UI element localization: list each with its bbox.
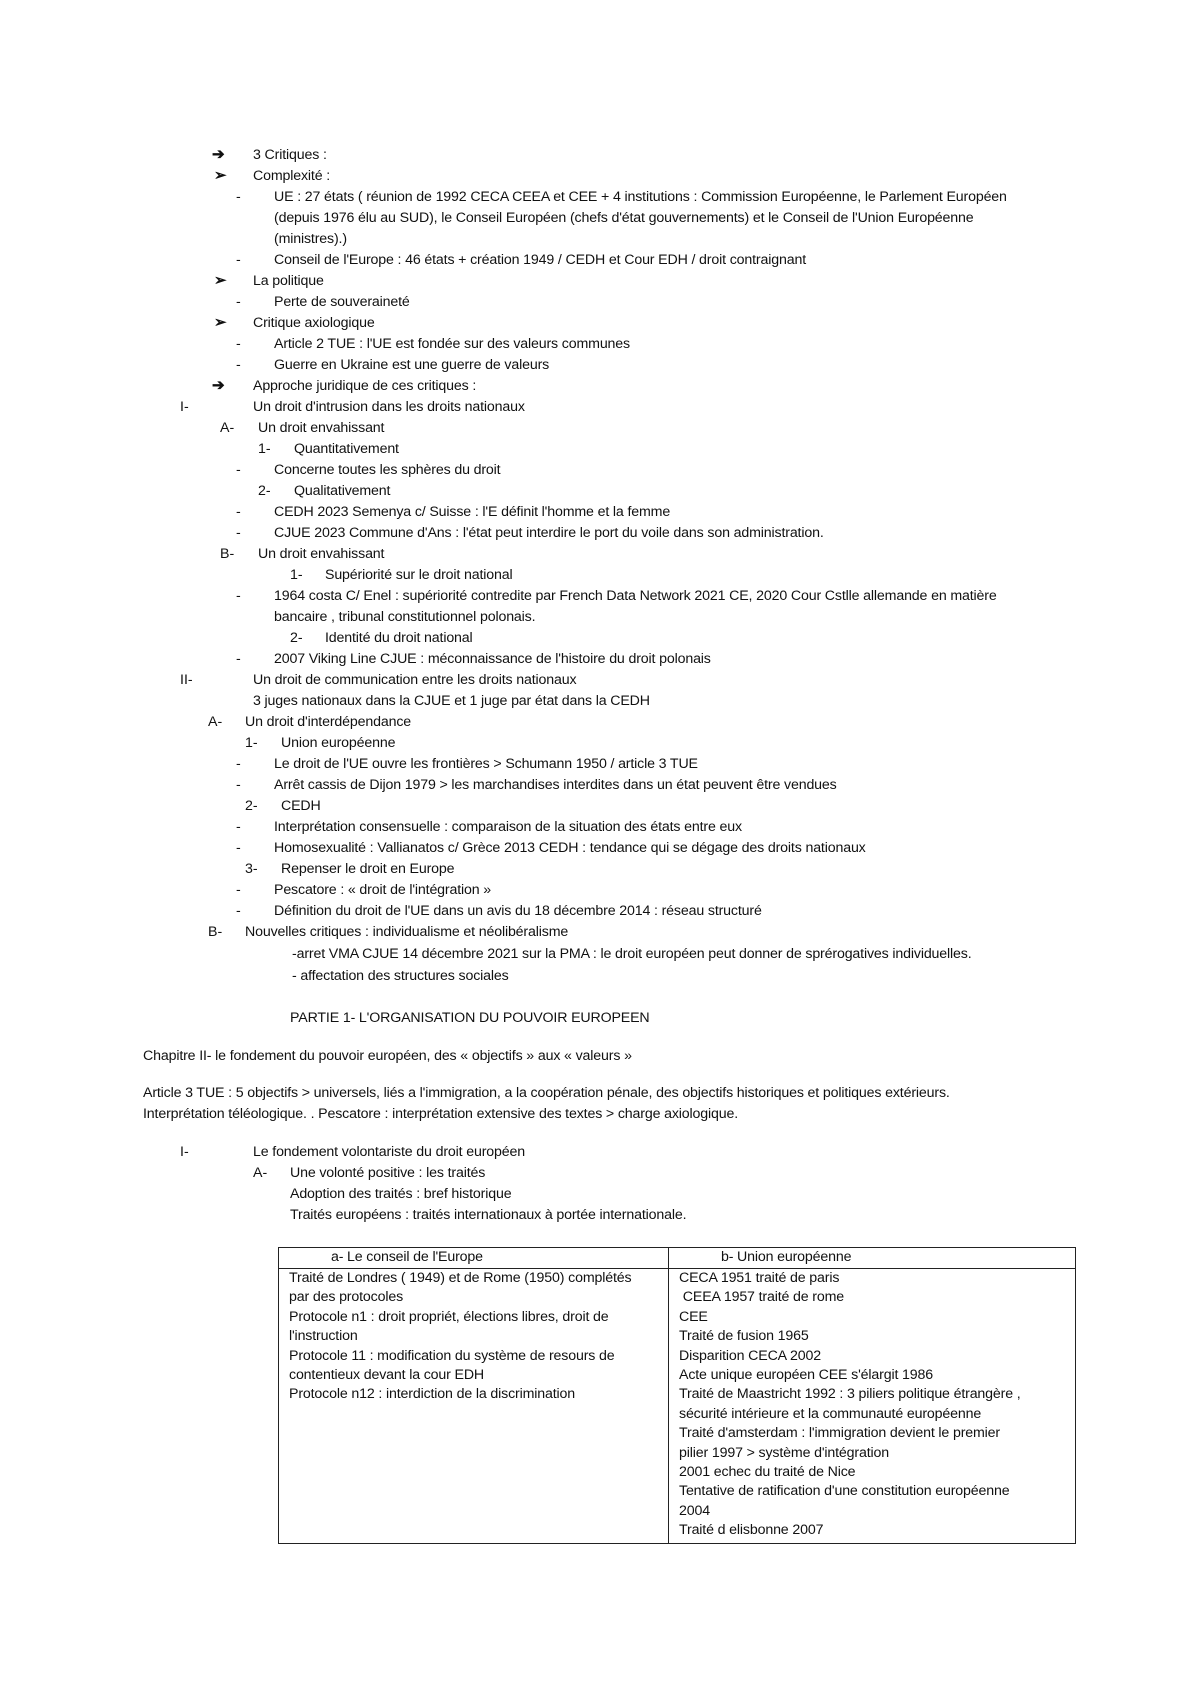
subsection-heading: Un droit d'interdépendance bbox=[245, 714, 412, 730]
triangle-bullet: ➢ bbox=[214, 167, 227, 184]
table-header-row bbox=[279, 1248, 1076, 1269]
text-line: Guerre en Ukraine est une guerre de valeurs bbox=[274, 357, 550, 373]
text-line: Définition du droit de l'UE dans un avis du 18 décembre 2014 : réseau structuré bbox=[274, 903, 762, 919]
dash-bullet: - bbox=[236, 504, 241, 520]
dash-bullet: - bbox=[236, 462, 241, 478]
dash-bullet: - bbox=[236, 756, 241, 772]
cell-line: Disparition CECA 2002 bbox=[679, 1347, 821, 1364]
heading-approche: Approche juridique de ces critiques : bbox=[253, 378, 477, 394]
subsection-marker: A- bbox=[208, 714, 223, 730]
subsection-marker: A- bbox=[220, 420, 235, 436]
item-heading: Repenser le droit en Europe bbox=[281, 861, 455, 877]
text-line: Pescatore : « droit de l'intégration » bbox=[274, 882, 492, 898]
cell-line: 2004 bbox=[679, 1502, 710, 1519]
section-marker: I- bbox=[180, 399, 189, 415]
union-cell bbox=[669, 1269, 1076, 1544]
cell-line: CECA 1951 traité de paris bbox=[679, 1270, 840, 1286]
cell-line: contentieux devant la cour EDH bbox=[289, 1367, 485, 1384]
subheading-politique: La politique bbox=[253, 273, 324, 289]
subsection-marker: A- bbox=[253, 1165, 268, 1181]
dash-bullet: - bbox=[236, 525, 241, 541]
cell-line: pilier 1997 > système d'intégration bbox=[679, 1444, 890, 1461]
column-header-union bbox=[669, 1248, 1076, 1269]
table-row bbox=[279, 1269, 1076, 1544]
item-heading: Supériorité sur le droit national bbox=[325, 567, 513, 583]
item-heading: Union européenne bbox=[281, 735, 396, 751]
text-line: -arret VMA CJUE 14 décembre 2021 sur la PMA : le droit européen peut donner de sprérogatives individuelles. bbox=[292, 946, 972, 962]
dash-bullet: - bbox=[236, 294, 241, 310]
text-line: Arrêt cassis de Dijon 1979 > les marchandises interdites dans un état peuvent être vendues bbox=[274, 777, 837, 793]
dash-bullet: - bbox=[236, 777, 241, 793]
text-line: Interprétation téléologique. . Pescatore : interprétation extensive des textes > charge axiologique. bbox=[143, 1106, 739, 1122]
text-line: 3 juges nationaux dans la CJUE et 1 juge par état dans la CEDH bbox=[253, 693, 650, 709]
item-number: 2- bbox=[245, 798, 258, 814]
item-heading: Quantitativement bbox=[294, 441, 399, 457]
text-line: Article 2 TUE : l'UE est fondée sur des valeurs communes bbox=[274, 336, 630, 352]
treaties-table bbox=[278, 1247, 1076, 1544]
text-line: (depuis 1976 élu au SUD), le Conseil Européen (chefs d'état gouvernements) et le Conseil de l'Union Européenne bbox=[274, 210, 974, 226]
subsection-marker: B- bbox=[220, 546, 235, 562]
subsection-marker: B- bbox=[208, 924, 223, 940]
cell-line: Tentative de ratification d'une constitution européenne bbox=[679, 1483, 1010, 1500]
column-marker: a- bbox=[331, 1249, 344, 1265]
text-line: Le droit de l'UE ouvre les frontières > Schumann 1950 / article 3 TUE bbox=[274, 756, 698, 772]
heading-critiques: 3 Critiques : bbox=[253, 147, 327, 163]
cell-line: par des protocoles bbox=[289, 1289, 404, 1306]
item-number: 1- bbox=[245, 735, 258, 751]
part-title: PARTIE 1- L'ORGANISATION DU POUVOIR EUROPEEN bbox=[290, 1010, 650, 1026]
subsection-heading: Un droit envahissant bbox=[258, 420, 385, 436]
dash-bullet: - bbox=[236, 651, 241, 667]
cell-line: Protocole n1 : droit propriét, élections libres, droit de bbox=[289, 1308, 609, 1325]
cell-line: CEE bbox=[679, 1308, 708, 1325]
cell-line: Traité de Londres ( 1949) et de Rome (1950) complétés bbox=[289, 1270, 632, 1286]
text-line: Traités européens : traités internationaux à portée internationale. bbox=[290, 1207, 687, 1223]
text-line: Perte de souveraineté bbox=[274, 294, 410, 310]
text-line: Adoption des traités : bref historique bbox=[290, 1186, 512, 1202]
section-heading: Un droit de communication entre les droits nationaux bbox=[253, 672, 577, 688]
council-cell bbox=[279, 1269, 669, 1544]
cell-line: Traité de Maastricht 1992 : 3 piliers politique étrangère , bbox=[679, 1386, 1021, 1403]
text-line: Concerne toutes les sphères du droit bbox=[274, 462, 501, 478]
text-line: (ministres).) bbox=[274, 231, 347, 247]
subheading-axiologique: Critique axiologique bbox=[253, 315, 375, 331]
text-line: Article 3 TUE : 5 objectifs > universels, liés a l'immigration, a la coopération pénale, des objectifs historiques et politiques extérieurs. bbox=[143, 1085, 950, 1101]
arrow-bullet: ➔ bbox=[212, 377, 225, 394]
dash-bullet: - bbox=[236, 336, 241, 352]
dash-bullet: - bbox=[236, 882, 241, 898]
text-line: bancaire , tribunal constitutionnel polonais. bbox=[274, 609, 536, 625]
text-line: Interprétation consensuelle : comparaison de la situation des états entre eux bbox=[274, 819, 742, 835]
section-heading: Le fondement volontariste du droit européen bbox=[253, 1144, 525, 1160]
column-header-label: Le conseil de l'Europe bbox=[347, 1249, 483, 1265]
item-number: 2- bbox=[258, 483, 271, 499]
column-header-council bbox=[279, 1248, 669, 1269]
item-heading: Identité du droit national bbox=[325, 630, 473, 646]
item-heading: CEDH bbox=[281, 798, 321, 814]
text-line: 2007 Viking Line CJUE : méconnaissance de l'histoire du droit polonais bbox=[274, 651, 711, 667]
cell-line: Acte unique européen CEE s'élargit 1986 bbox=[679, 1367, 933, 1384]
section-marker: I- bbox=[180, 1144, 189, 1160]
item-number: 1- bbox=[290, 567, 303, 583]
section-marker: II- bbox=[180, 672, 193, 688]
column-marker: b- bbox=[721, 1249, 734, 1265]
dash-bullet: - bbox=[236, 840, 241, 856]
dash-bullet: - bbox=[236, 357, 241, 373]
subsection-heading: Nouvelles critiques : individualisme et néolibéralisme bbox=[245, 924, 569, 940]
dash-bullet: - bbox=[236, 903, 241, 919]
section-heading: Un droit d'intrusion dans les droits nationaux bbox=[253, 399, 525, 415]
cell-line: 2001 echec du traité de Nice bbox=[679, 1464, 856, 1481]
item-number: 3- bbox=[245, 861, 258, 877]
item-number: 2- bbox=[290, 630, 303, 646]
item-number: 1- bbox=[258, 441, 271, 457]
cell-line: l'instruction bbox=[289, 1328, 358, 1345]
dash-bullet: - bbox=[236, 252, 241, 268]
text-line: Homosexualité : Vallianatos c/ Grèce 2013 CEDH : tendance qui se dégage des droits nationaux bbox=[274, 840, 866, 856]
subsection-heading: Une volonté positive : les traités bbox=[290, 1165, 486, 1181]
text-line: CJUE 2023 Commune d'Ans : l'état peut interdire le port du voile dans son administration. bbox=[274, 525, 824, 541]
cell-line: Traité de fusion 1965 bbox=[679, 1328, 809, 1345]
text-line: Conseil de l'Europe : 46 états + création 1949 / CEDH et Cour EDH / droit contraignant bbox=[274, 252, 806, 268]
cell-line: Traité d elisbonne 2007 bbox=[679, 1522, 824, 1539]
text-line: CEDH 2023 Semenya c/ Suisse : l'E définit l'homme et la femme bbox=[274, 504, 671, 520]
cell-line: sécurité intérieure et la communauté européenne bbox=[679, 1405, 982, 1422]
arrow-bullet: ➔ bbox=[212, 146, 225, 163]
text-line: 1964 costa C/ Enel : supériorité contredite par French Data Network 2021 CE, 2020 Cour Cstlle allemande en matière bbox=[274, 588, 997, 604]
item-heading: Qualitativement bbox=[294, 483, 391, 499]
text-line: - affectation des structures sociales bbox=[292, 968, 509, 984]
dash-bullet: - bbox=[236, 189, 241, 205]
cell-line: CEEA 1957 traité de rome bbox=[679, 1289, 845, 1306]
triangle-bullet: ➢ bbox=[214, 314, 227, 331]
cell-line: Protocole n12 : interdiction de la discrimination bbox=[289, 1386, 576, 1403]
text-line: UE : 27 états ( réunion de 1992 CECA CEEA et CEE + 4 institutions : Commission Européenne, le Parlement Européen bbox=[274, 189, 1007, 205]
column-header-label: Union européenne bbox=[737, 1249, 852, 1265]
cell-line: Traité d'amsterdam : l'immigration devient le premier bbox=[679, 1425, 1001, 1442]
subsection-heading: Un droit envahissant bbox=[258, 546, 385, 562]
dash-bullet: - bbox=[236, 819, 241, 835]
dash-bullet: - bbox=[236, 588, 241, 604]
triangle-bullet: ➢ bbox=[214, 272, 227, 289]
subheading-complexite: Complexité : bbox=[253, 168, 331, 184]
cell-line: Protocole 11 : modification du système de resours de bbox=[289, 1347, 615, 1364]
chapter-title: Chapitre II- le fondement du pouvoir européen, des « objectifs » aux « valeurs » bbox=[143, 1048, 632, 1064]
